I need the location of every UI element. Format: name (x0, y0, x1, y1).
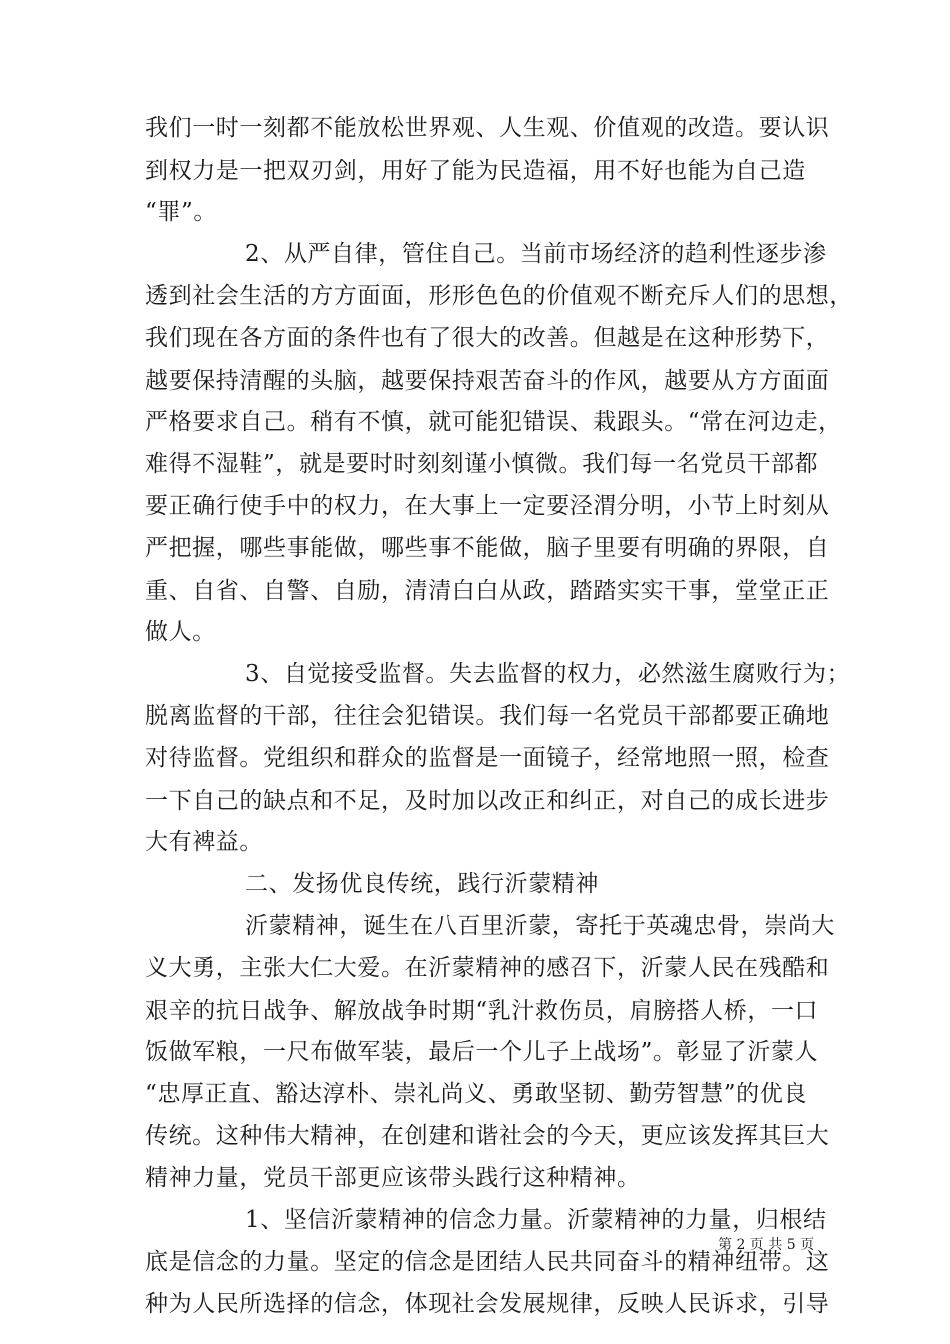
text-line: 我们现在各方面的条件也有了很大的改善。但越是在这种形势下， (145, 325, 830, 351)
text-line: 做人。 (145, 619, 216, 645)
page-number: 第 2 页 共 5 页 (718, 1237, 815, 1253)
paragraph-start-line: 3、自觉接受监督。失去监督的权力，必然滋生腐败行为； (245, 661, 851, 687)
text-line: 对待监督。党组织和群众的监督是一面镜子，经常地照一照，检查 (145, 745, 830, 771)
text-line: 底是信念的力量。坚定的信念是团结人民共同奋斗的精神纽带。这 (145, 1249, 830, 1275)
text-line: 越要保持清醒的头脑，越要保持艰苦奋斗的作风，越要从方方面面 (145, 368, 830, 394)
paragraph-start-line: 1、坚信沂蒙精神的信念力量。沂蒙精神的力量，归根结 (245, 1207, 827, 1233)
text-line: 难得不湿鞋”，就是要时时刻刻谨小慎微。我们每一名党员干部都 (145, 451, 819, 477)
text-line: 我们一时一刻都不能放松世界观、人生观、价值观的改造。要认识 (145, 115, 830, 141)
section-heading: 二、发扬优良传统，践行沂蒙精神 (245, 871, 599, 897)
text-line: 饭做军粮，一尺布做军装，最后一个儿子上战场”。彰显了沂蒙人 (145, 1039, 819, 1065)
paragraph-start-line: 2、从严自律，管住自己。当前市场经济的趋利性逐步渗 (245, 241, 827, 267)
text-line: 要正确行使手中的权力，在大事上一定要泾渭分明，小节上时刻从 (145, 493, 830, 519)
text-line: 义大勇，主张大仁大爱。在沂蒙精神的感召下，沂蒙人民在残酷和 (145, 955, 830, 981)
paragraph-start-line: 沂蒙精神，诞生在八百里沂蒙，寄托于英魂忠骨，崇尚大 (245, 913, 835, 939)
text-line: 种为人民所选择的信念，体现社会发展规律，反映人民诉求，引导 (145, 1291, 830, 1317)
text-line: 艰辛的抗日战争、解放战争时期“乳汁救伤员，肩膀搭人桥，一口 (145, 998, 819, 1024)
text-line: 一下自己的缺点和不足，及时加以改正和纠正，对自己的成长进步 (145, 788, 830, 814)
text-line: 透到社会生活的方方面面，形形色色的价值观不断充斥人们的思想， (145, 283, 853, 309)
text-line: 严格要求自己。稍有不慎，就可能犯错误、栽跟头。“常在河边走， (145, 409, 842, 435)
text-line: 到权力是一把双刃剑，用好了能为民造福，用不好也能为自己造 (145, 158, 806, 184)
text-line: 传统。这种伟大精神，在创建和谐社会的今天，更应该发挥其巨大 (145, 1123, 830, 1149)
text-line: 严把握，哪些事能做，哪些事不能做，脑子里要有明确的界限，自 (145, 535, 830, 561)
text-line: 脱离监督的干部，往往会犯错误。我们每一名党员干部都要正确地 (145, 703, 830, 729)
text-line: “罪”。 (145, 199, 217, 225)
text-line: 重、自省、自警、自励，清清白白从政，踏踏实实干事，堂堂正正 (145, 578, 830, 604)
text-line: 大有裨益。 (145, 829, 263, 855)
text-line: 精神力量，党员干部更应该带头践行这种精神。 (145, 1165, 641, 1191)
text-line: “忠厚正直、豁达淳朴、崇礼尚义、勇敢坚韧、勤劳智慧”的优良 (145, 1081, 807, 1107)
